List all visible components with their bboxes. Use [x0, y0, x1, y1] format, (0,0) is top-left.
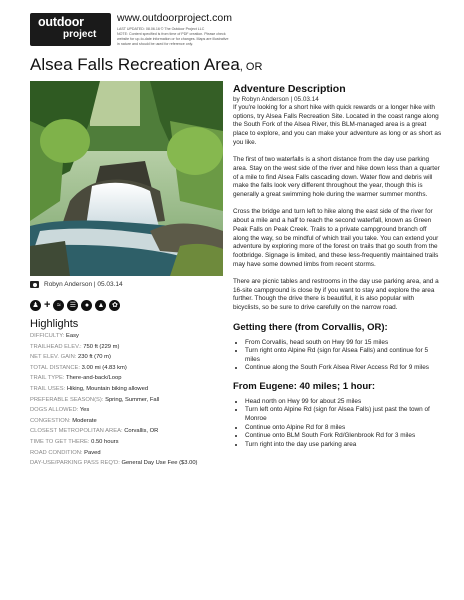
- highlight-row: [30, 373, 225, 384]
- camping-icon: ▲: [95, 300, 106, 311]
- highlight-value: Easy: [65, 333, 79, 339]
- highlight-label: TRAIL TYPE:: [30, 375, 65, 382]
- highlight-label: DAY-USE/PARKING PASS REQ'D:: [30, 460, 120, 467]
- highlight-value: There-and-back/Loop: [66, 375, 122, 382]
- directions-eugene-heading: From Eugene: 40 miles; 1 hour:: [233, 380, 375, 392]
- directions-corvallis-heading: Getting there (from Corvallis, OR):: [233, 321, 388, 333]
- adventure-paragraph: If you're looking for a short hike with quick rewards or a longer hike with options, try Alsea Falls Recreation Site. Located in the coast range along the South Fork of the Alsea River, this BLM-managed area is a great place to explore, and you can make your adventure as long or as short as you like.: [233, 104, 442, 146]
- highlight-label: DIFFICULTY:: [30, 333, 65, 339]
- highlight-row: [30, 342, 225, 353]
- logo-text-top: outdoor: [38, 15, 84, 29]
- highlight-value: General Day Use Fee ($3.00): [121, 460, 198, 467]
- highlight-value: Paved: [84, 449, 101, 456]
- direction-step: • From Corvallis, head south on Hwy 99 for 15 miles: [245, 339, 443, 348]
- camera-icon: [30, 281, 39, 288]
- adventure-paragraph: Cross the bridge and turn left to hike along the east side of the river for about a mile and a half to reach the second waterfall, known as Green Peak Falls on Peak Creek. Trails to a private campground branch off along the way, so be mindful of which trail you take. You can extend your adventure by exploring more of the forest on trails that go south from the footbridge. Signage is limited, and these less-frequently maintained trails may have some downed limbs from recent storms.: [233, 208, 439, 268]
- highlight-label: TOTAL DISTANCE:: [30, 364, 81, 371]
- highlight-value: Hiking, Mountain biking allowed: [66, 385, 149, 392]
- direction-step: • Continue onto Alpine Rd for 8 miles: [245, 424, 443, 433]
- site-url[interactable]: www.outdoorproject.com: [117, 12, 232, 24]
- highlight-row: [30, 352, 225, 363]
- plus-icon: +: [44, 299, 51, 311]
- highlight-value: 0.50 hours: [91, 438, 119, 445]
- highlight-row: [30, 448, 225, 459]
- flower-icon: ✿: [109, 300, 120, 311]
- fine-print-line: in nature and should be used for reference only.: [117, 42, 194, 46]
- highlight-row: [30, 331, 225, 342]
- photo-credit: [30, 281, 123, 288]
- highlight-value: Yes: [79, 407, 90, 414]
- direction-step: • Turn right onto Alpine Rd (sign for Alsea Falls) and continue for 5 miles: [245, 347, 443, 364]
- highlight-row: [30, 384, 225, 395]
- directions-corvallis-list: [233, 339, 443, 373]
- hiking-icon: ♟: [30, 300, 41, 311]
- highlight-value: 230 ft (70 m): [78, 354, 111, 361]
- fine-print-line: NOTE: Content specified is from time of PDF creation. Please check: [117, 32, 226, 36]
- highlight-row: [30, 416, 225, 427]
- waterfall-illustration: [30, 81, 223, 276]
- highlight-value: Moderate: [72, 417, 97, 424]
- highlights-heading: Highlights: [30, 318, 79, 330]
- highlight-value: Corvallis, OR: [124, 428, 159, 435]
- highlight-label: NET ELEV. GAIN:: [30, 354, 77, 361]
- page-title: [30, 55, 262, 75]
- waterfall-photo: [30, 81, 223, 276]
- highlight-label: CONGESTION:: [30, 417, 71, 424]
- highlight-value: Spring, Summer, Fall: [105, 396, 160, 403]
- highlight-value: 750 ft (229 m): [83, 343, 120, 350]
- adventure-paragraph: The first of two waterfalls is a short distance from the day use parking area. Stay on the west side of the river and hike down less than a quarter of a mile to find Alsea Falls cascading down. Water flow and debris will make the falls look very different throughout the year, though this is generally a great swimming hole during the warmer summer months.: [233, 156, 440, 199]
- swimming-icon: ≈: [53, 300, 64, 311]
- highlight-label: PREFERABLE SEASON(S):: [30, 396, 104, 403]
- fine-print-line: LAST UPDATED: 08.06.16 © The Outdoor Project LLC: [117, 27, 205, 31]
- highlight-row: [30, 395, 225, 406]
- highlight-label: DOGS ALLOWED:: [30, 407, 79, 414]
- direction-step: • Continue onto BLM South Fork Rd/Glenbrook Rd for 3 miles: [245, 432, 443, 441]
- direction-step: • Continue along the South Fork Alsea River Access Rd for 9 miles: [245, 364, 443, 373]
- highlight-label: TIME TO GET THERE:: [30, 438, 90, 445]
- highlight-label: TRAIL USES:: [30, 385, 66, 392]
- direction-step: • Head north on Hwy 99 for about 25 miles: [245, 398, 443, 407]
- highlight-row: [30, 458, 225, 469]
- direction-step: • Turn right into the day use parking area: [245, 441, 443, 450]
- activity-icons: [30, 300, 120, 311]
- outdoor-project-logo[interactable]: [30, 13, 111, 46]
- picnic-icon: ☰: [67, 300, 78, 311]
- highlight-value: 3.00 mi (4.83 km): [81, 364, 127, 371]
- directions-eugene-list: [233, 398, 443, 450]
- highlight-label: TRAILHEAD ELEV.:: [30, 343, 82, 350]
- highlight-row: [30, 363, 225, 374]
- photo-credit-text: Robyn Anderson | 05.03.14: [44, 281, 123, 288]
- highlights-list: [30, 331, 225, 469]
- adventure-column: [233, 83, 443, 457]
- dog-icon: ●: [81, 300, 92, 311]
- page-title-state: , OR: [239, 61, 263, 73]
- adventure-heading: Adventure Description: [233, 83, 346, 95]
- direction-step: • Turn left onto Alpine Rd (sign for Alsea Falls) just past the town of Monroe: [245, 406, 443, 423]
- logo-text-bottom: project: [63, 29, 97, 40]
- highlight-row: [30, 405, 225, 416]
- adventure-paragraph: There are picnic tables and restrooms in the day use parking area, and a 16-site campground is close by if you want to stay and explore the area further. Though the drive there is beautiful, it is also popular with bicyclists, so be sure to drive carefully on the narrow road.: [233, 278, 439, 312]
- adventure-byline: by Robyn Anderson | 05.03.14: [233, 96, 319, 103]
- fine-print-line: website for up-to-date information or for changes. Maps are illustrative: [117, 37, 229, 41]
- highlight-label: ROAD CONDITION:: [30, 449, 83, 456]
- fine-print: [117, 27, 287, 47]
- page-title-text: Alsea Falls Recreation Area: [30, 55, 240, 74]
- highlight-label: CLOSEST METROPOLITAN AREA:: [30, 428, 123, 435]
- highlight-row: [30, 426, 225, 437]
- highlight-row: [30, 437, 225, 448]
